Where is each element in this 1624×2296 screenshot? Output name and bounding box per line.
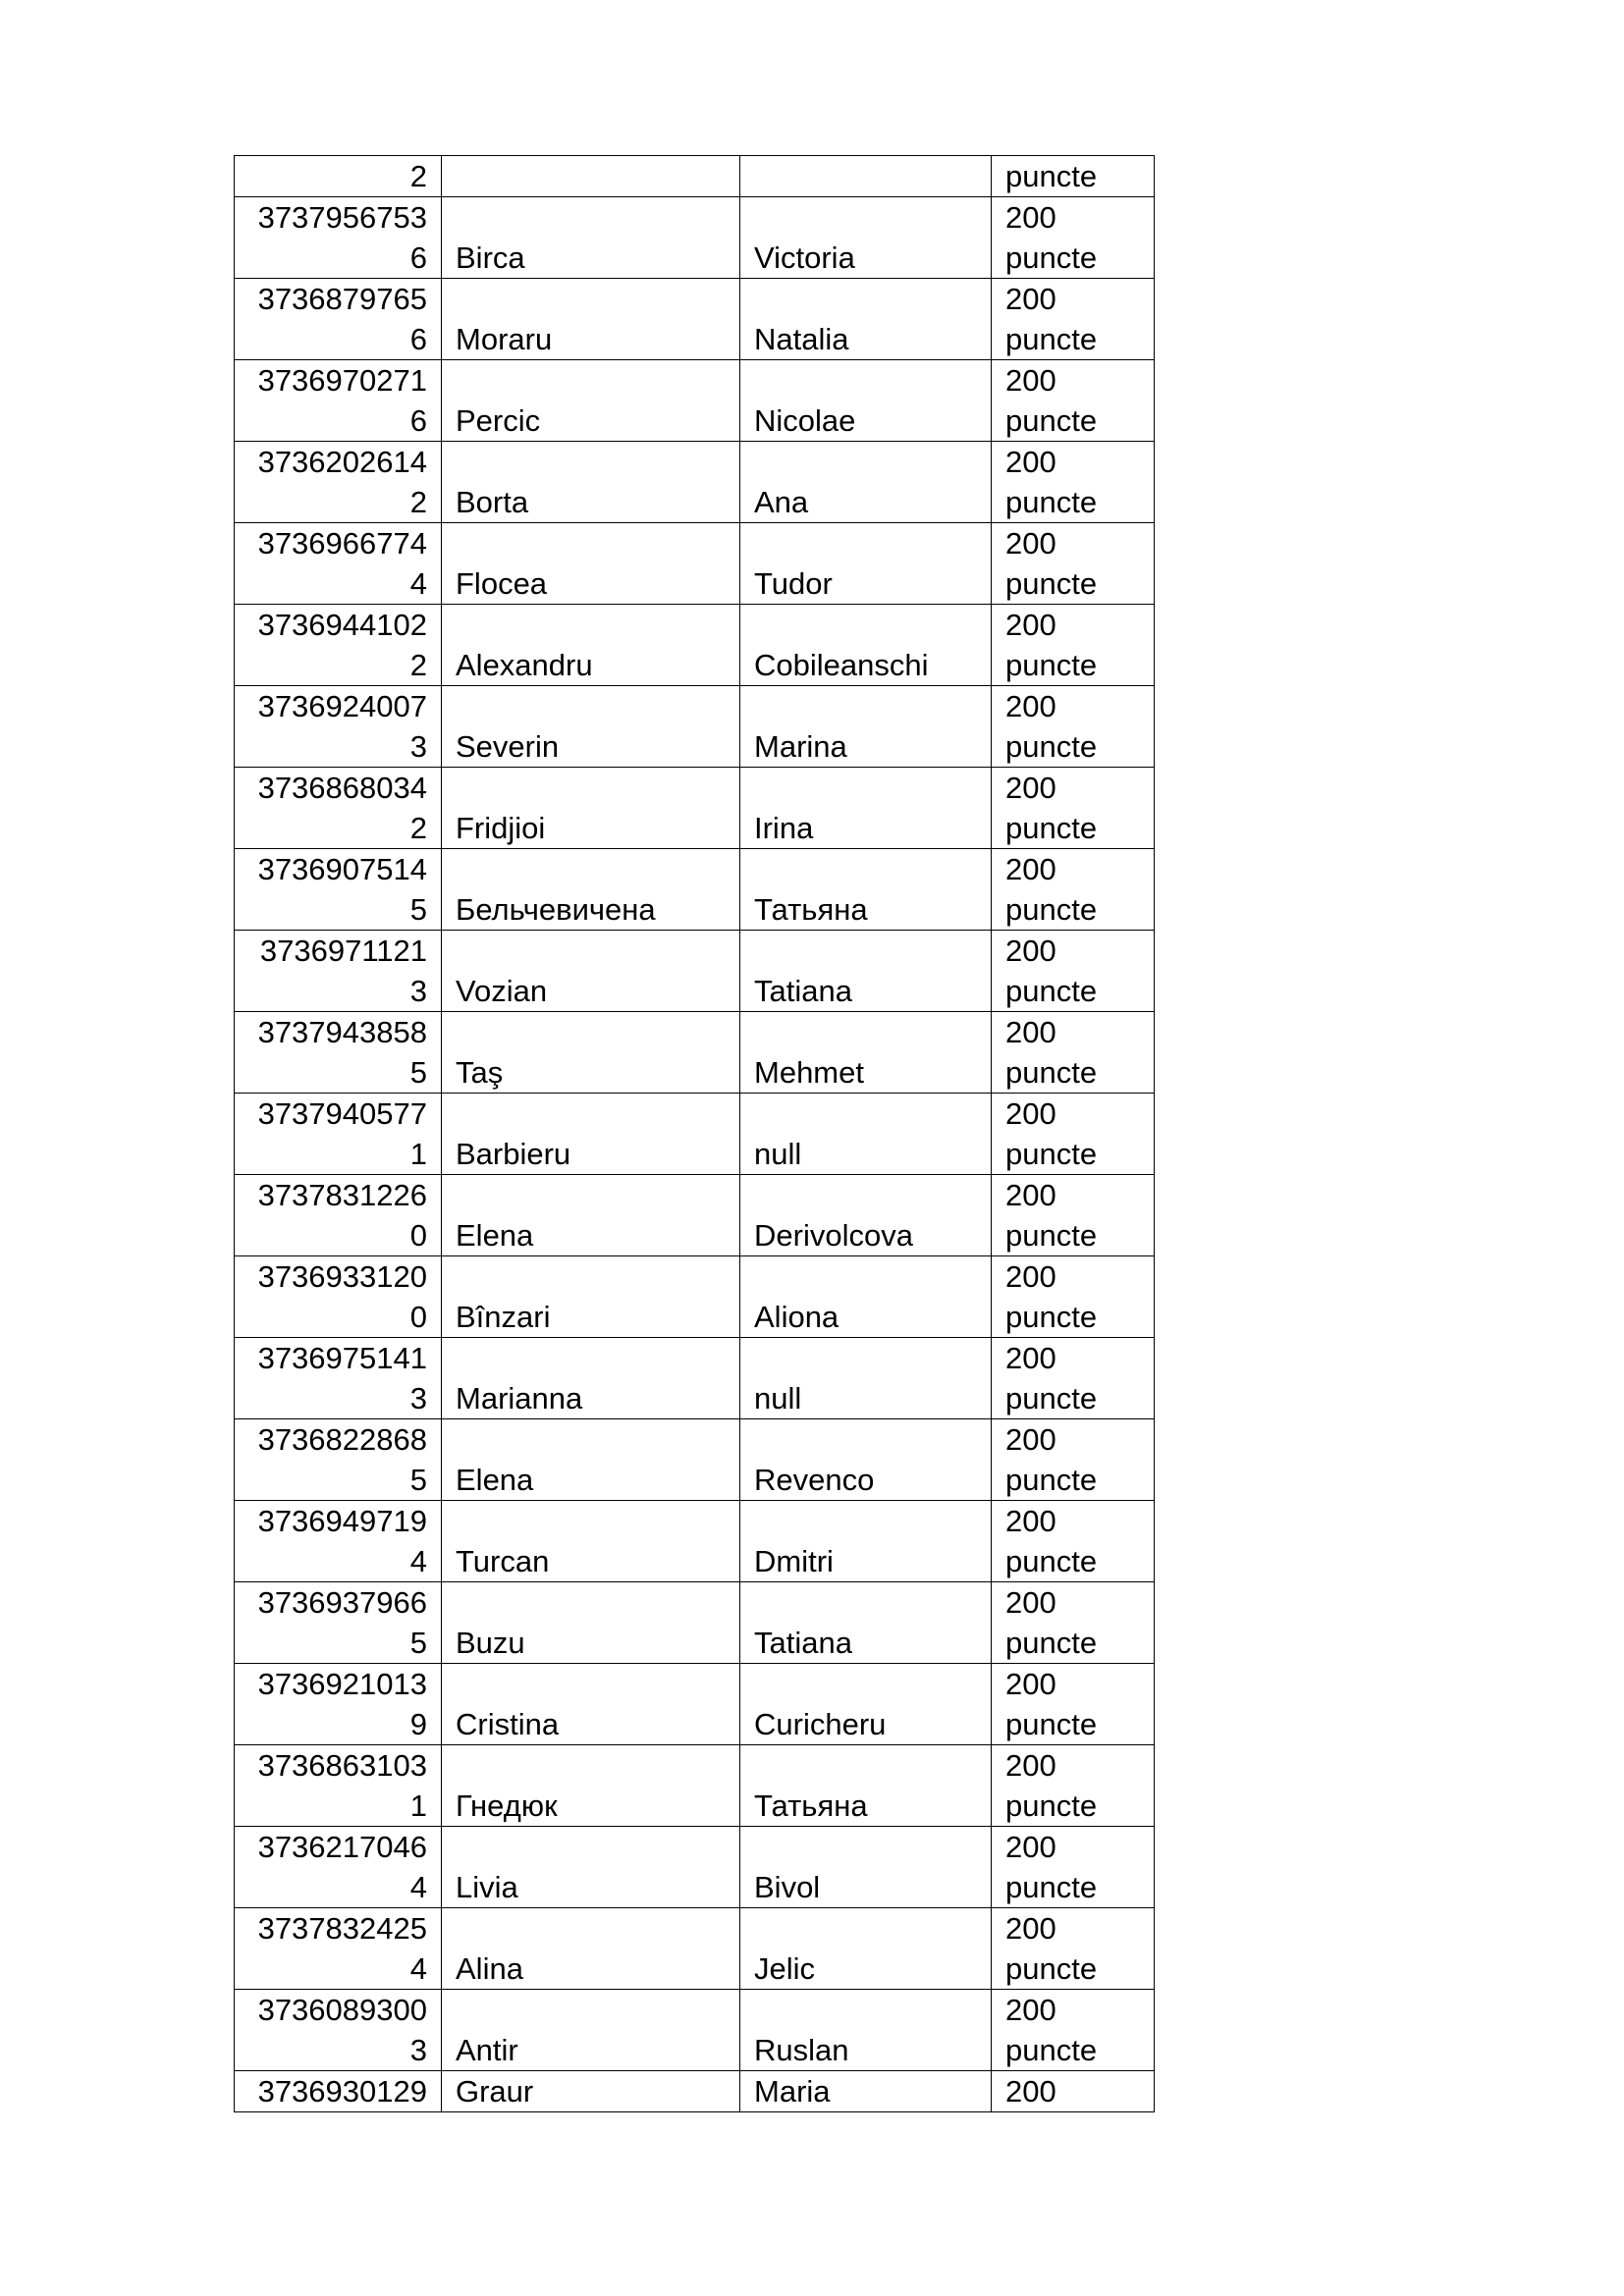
points-line2: puncte <box>1005 1381 1098 1415</box>
phone-id-line2: 6 <box>409 403 427 438</box>
phone-id-line2: 9 <box>409 1707 427 1741</box>
table-row <box>235 1745 1155 1827</box>
phone-id-line2: 3 <box>409 1381 427 1415</box>
points-line1: 200 <box>1005 282 1056 316</box>
first-name-cell: Tatiana <box>740 931 992 1012</box>
first-name-cell: Aliona <box>740 1256 992 1338</box>
points-cell <box>992 1501 1155 1582</box>
phone-id-line1: 3736971121 <box>259 934 427 968</box>
phone-id-line2: 4 <box>409 1870 427 1904</box>
phone-id-cell: 3736930129 <box>235 2071 442 2112</box>
points-line2: puncte <box>1005 1951 1098 1986</box>
last-name-cell: Flocea <box>442 523 740 605</box>
points-line2: puncte <box>1005 892 1098 927</box>
last-name-cell: Buzu <box>442 1582 740 1664</box>
first-name-cell <box>740 156 992 197</box>
phone-id-line2: 3 <box>409 974 427 1008</box>
phone-id-line1: 3736217046 <box>257 1830 427 1864</box>
first-name-cell: Bivol <box>740 1827 992 1908</box>
last-name-cell: Moraru <box>442 279 740 360</box>
first-name-cell: Ana <box>740 442 992 523</box>
table-row <box>235 1827 1155 1908</box>
points-line1: 200 <box>1005 608 1056 642</box>
table-row <box>235 1664 1155 1745</box>
first-name-cell: Tatiana <box>740 1582 992 1664</box>
table-row <box>235 279 1155 360</box>
phone-id-cell <box>235 523 442 605</box>
phone-id-cell <box>235 1419 442 1501</box>
table-row <box>235 1908 1155 1990</box>
points-line2: puncte <box>1005 1789 1098 1823</box>
points-cell <box>992 197 1155 279</box>
phone-id-cell <box>235 1175 442 1256</box>
points-line1: 200 <box>1005 1585 1056 1620</box>
phone-id-cell <box>235 360 442 442</box>
points-cell <box>992 1990 1155 2071</box>
phone-id-line1: 3736966774 <box>257 526 427 561</box>
phone-id-cell <box>235 442 442 523</box>
phone-id-line2: 2 <box>409 648 427 682</box>
last-name-cell: Cristina <box>442 1664 740 1745</box>
phone-id-line2: 4 <box>409 1544 427 1578</box>
last-name-cell: Alina <box>442 1908 740 1990</box>
last-name-cell: Alexandru <box>442 605 740 686</box>
points-line2: puncte <box>1005 1055 1098 1090</box>
phone-id-cell: 2 <box>235 156 442 197</box>
phone-id-cell <box>235 1256 442 1338</box>
table-row <box>235 849 1155 931</box>
points-cell <box>992 1827 1155 1908</box>
phone-id-line2: 2 <box>409 811 427 845</box>
points-line2: puncte <box>1005 1300 1098 1334</box>
first-name-cell: Revenco <box>740 1419 992 1501</box>
points-line1: 200 <box>1005 200 1056 235</box>
phone-id-line2: 4 <box>409 566 427 601</box>
last-name-cell: Severin <box>442 686 740 768</box>
last-name-cell: Turcan <box>442 1501 740 1582</box>
table-row <box>235 1582 1155 1664</box>
first-name-cell: Tudor <box>740 523 992 605</box>
phone-id-cell <box>235 197 442 279</box>
last-name-cell: Bînzari <box>442 1256 740 1338</box>
phone-id-line1: 3736921013 <box>257 1667 427 1701</box>
phone-id-line1: 3736879765 <box>257 282 427 316</box>
points-cell <box>992 1338 1155 1419</box>
phone-id-cell <box>235 931 442 1012</box>
table-row <box>235 360 1155 442</box>
table-row <box>235 1419 1155 1501</box>
phone-id-cell <box>235 1338 442 1419</box>
phone-id-cell <box>235 279 442 360</box>
phone-id-line2: 5 <box>409 892 427 927</box>
phone-id-cell <box>235 1582 442 1664</box>
points-cell <box>992 768 1155 849</box>
table-row <box>235 1990 1155 2071</box>
phone-id-line2: 3 <box>409 729 427 764</box>
phone-id-line1: 3736924007 <box>257 689 427 723</box>
points-line2: puncte <box>1005 811 1098 845</box>
table-row <box>235 768 1155 849</box>
table-row <box>235 1012 1155 1094</box>
first-name-cell: Татьяна <box>740 1745 992 1827</box>
points-line2: puncte <box>1005 1707 1098 1741</box>
phone-id-line1: 3736944102 <box>257 608 427 642</box>
last-name-cell: Бельчевичена <box>442 849 740 931</box>
points-line1: 200 <box>1005 1422 1056 1457</box>
table-row <box>235 2071 1155 2112</box>
phone-id-cell <box>235 1501 442 1582</box>
points-cell <box>992 1582 1155 1664</box>
points-line2: puncte <box>1005 974 1098 1008</box>
first-name-cell: Maria <box>740 2071 992 2112</box>
points-line1: 200 <box>1005 934 1056 968</box>
points-line2: puncte <box>1005 566 1098 601</box>
last-name-cell: Borta <box>442 442 740 523</box>
points-cell: 200 <box>992 2071 1155 2112</box>
phone-id-line1: 3737943858 <box>257 1015 427 1049</box>
last-name-cell: Barbieru <box>442 1094 740 1175</box>
phone-id-line1: 3736907514 <box>257 852 427 886</box>
points-cell <box>992 1175 1155 1256</box>
phone-id-cell <box>235 768 442 849</box>
points-line2: puncte <box>1005 1870 1098 1904</box>
points-cell <box>992 605 1155 686</box>
points-line1: 200 <box>1005 1096 1056 1131</box>
phone-id-line2: 6 <box>409 322 427 356</box>
last-name-cell: Birca <box>442 197 740 279</box>
points-line1: 200 <box>1005 689 1056 723</box>
first-name-cell: Curicheru <box>740 1664 992 1745</box>
table-row <box>235 1256 1155 1338</box>
points-cell <box>992 442 1155 523</box>
points-line1: 200 <box>1005 1830 1056 1864</box>
first-name-cell: Victoria <box>740 197 992 279</box>
first-name-cell: Татьяна <box>740 849 992 931</box>
points-cell <box>992 1419 1155 1501</box>
table-row <box>235 1501 1155 1582</box>
points-cell <box>992 686 1155 768</box>
points-line2: puncte <box>1005 485 1098 519</box>
phone-id-cell <box>235 1664 442 1745</box>
points-line2: puncte <box>1005 1218 1098 1253</box>
phone-id-line1: 3736868034 <box>257 771 427 805</box>
table-row <box>235 1338 1155 1419</box>
points-cell <box>992 849 1155 931</box>
phone-id-cell <box>235 1745 442 1827</box>
last-name-cell: Percic <box>442 360 740 442</box>
phone-id-cell <box>235 686 442 768</box>
first-name-cell: Cobileanschi <box>740 605 992 686</box>
phone-id-cell <box>235 1908 442 1990</box>
points-line1: 200 <box>1005 1504 1056 1538</box>
phone-id-cell <box>235 605 442 686</box>
table-row <box>235 523 1155 605</box>
phone-id-line1: 3736970271 <box>257 363 427 398</box>
points-line2: puncte <box>1005 322 1098 356</box>
points-line2: puncte <box>1005 1626 1098 1660</box>
points-line1: 200 <box>1005 1341 1056 1375</box>
points-cell <box>992 523 1155 605</box>
points-cell <box>992 1664 1155 1745</box>
phone-id-line2: 1 <box>409 1137 427 1171</box>
phone-id-line2: 2 <box>409 485 427 519</box>
points-line2: puncte <box>1005 240 1098 275</box>
last-name-cell: Taş <box>442 1012 740 1094</box>
table-row <box>235 442 1155 523</box>
phone-id-line1: 3736949719 <box>257 1504 427 1538</box>
phone-id-line2: 0 <box>409 1300 427 1334</box>
phone-id-cell <box>235 1094 442 1175</box>
phone-id-line1: 3736937966 <box>257 1585 427 1620</box>
points-cell <box>992 931 1155 1012</box>
points-line1: 200 <box>1005 1911 1056 1946</box>
last-name-cell: Graur <box>442 2071 740 2112</box>
table-row <box>235 605 1155 686</box>
last-name-cell: Elena <box>442 1175 740 1256</box>
first-name-cell: Marina <box>740 686 992 768</box>
table-row <box>235 931 1155 1012</box>
table-row <box>235 197 1155 279</box>
phone-id-line2: 5 <box>409 1055 427 1090</box>
first-name-cell: Natalia <box>740 279 992 360</box>
points-line2: puncte <box>1005 1137 1098 1171</box>
last-name-cell: Vozian <box>442 931 740 1012</box>
points-cell: puncte <box>992 156 1155 197</box>
points-line1: 200 <box>1005 526 1056 561</box>
points-line1: 200 <box>1005 445 1056 479</box>
points-cell <box>992 1745 1155 1827</box>
first-name-cell: Ruslan <box>740 1990 992 2071</box>
first-name-cell: Dmitri <box>740 1501 992 1582</box>
first-name-cell: null <box>740 1338 992 1419</box>
points-line2: puncte <box>1005 648 1098 682</box>
points-cell <box>992 1908 1155 1990</box>
points-line2: puncte <box>1005 2033 1098 2067</box>
points-line1: 200 <box>1005 1178 1056 1212</box>
points-line2: puncte <box>1005 729 1098 764</box>
points-cell <box>992 1094 1155 1175</box>
phone-id-line2: 1 <box>409 1789 427 1823</box>
phone-id-cell <box>235 849 442 931</box>
points-line1: 200 <box>1005 363 1056 398</box>
last-name-cell: Livia <box>442 1827 740 1908</box>
phone-id-line2: 5 <box>409 1463 427 1497</box>
points-line1: 200 <box>1005 1993 1056 2027</box>
phone-id-line1: 3737832425 <box>257 1911 427 1946</box>
points-line1: 200 <box>1005 1259 1056 1294</box>
points-cell <box>992 1256 1155 1338</box>
phone-id-line2: 5 <box>409 1626 427 1660</box>
last-name-cell: Elena <box>442 1419 740 1501</box>
phone-id-line1: 3736975141 <box>257 1341 427 1375</box>
last-name-cell: Fridjioi <box>442 768 740 849</box>
table-row <box>235 1094 1155 1175</box>
phone-id-line1: 3736089300 <box>257 1993 427 2027</box>
points-line1: 200 <box>1005 1748 1056 1783</box>
points-cell <box>992 1012 1155 1094</box>
first-name-cell: Nicolae <box>740 360 992 442</box>
phone-id-line1: 3737956753 <box>257 200 427 235</box>
phone-id-line1: 3737831226 <box>257 1178 427 1212</box>
table-row <box>235 686 1155 768</box>
phone-id-line2: 6 <box>409 240 427 275</box>
phone-id-line1: 3737940577 <box>257 1096 427 1131</box>
last-name-cell: Гнедюк <box>442 1745 740 1827</box>
points-line1: 200 <box>1005 852 1056 886</box>
first-name-cell: Irina <box>740 768 992 849</box>
points-line1: 200 <box>1005 771 1056 805</box>
winners-table <box>234 155 1155 2112</box>
first-name-cell: Jelic <box>740 1908 992 1990</box>
points-line1: 200 <box>1005 1015 1056 1049</box>
last-name-cell: Marianna <box>442 1338 740 1419</box>
phone-id-line2: 0 <box>409 1218 427 1253</box>
last-name-cell: Antir <box>442 1990 740 2071</box>
phone-id-cell <box>235 1827 442 1908</box>
points-cell <box>992 360 1155 442</box>
points-cell <box>992 279 1155 360</box>
phone-id-cell <box>235 1990 442 2071</box>
phone-id-line2: 4 <box>409 1951 427 1986</box>
points-line1: 200 <box>1005 1667 1056 1701</box>
phone-id-line1: 3736863103 <box>257 1748 427 1783</box>
phone-id-cell <box>235 1012 442 1094</box>
last-name-cell <box>442 156 740 197</box>
points-line2: puncte <box>1005 1544 1098 1578</box>
phone-id-line1: 3736933120 <box>257 1259 427 1294</box>
first-name-cell: null <box>740 1094 992 1175</box>
table-body <box>235 156 1155 2112</box>
points-line2: puncte <box>1005 403 1098 438</box>
first-name-cell: Derivolcova <box>740 1175 992 1256</box>
first-name-cell: Mehmet <box>740 1012 992 1094</box>
phone-id-line2: 3 <box>409 2033 427 2067</box>
table-row <box>235 156 1155 197</box>
phone-id-line1: 3736202614 <box>257 445 427 479</box>
phone-id-line1: 3736822868 <box>257 1422 427 1457</box>
table-row <box>235 1175 1155 1256</box>
points-line2: puncte <box>1005 1463 1098 1497</box>
